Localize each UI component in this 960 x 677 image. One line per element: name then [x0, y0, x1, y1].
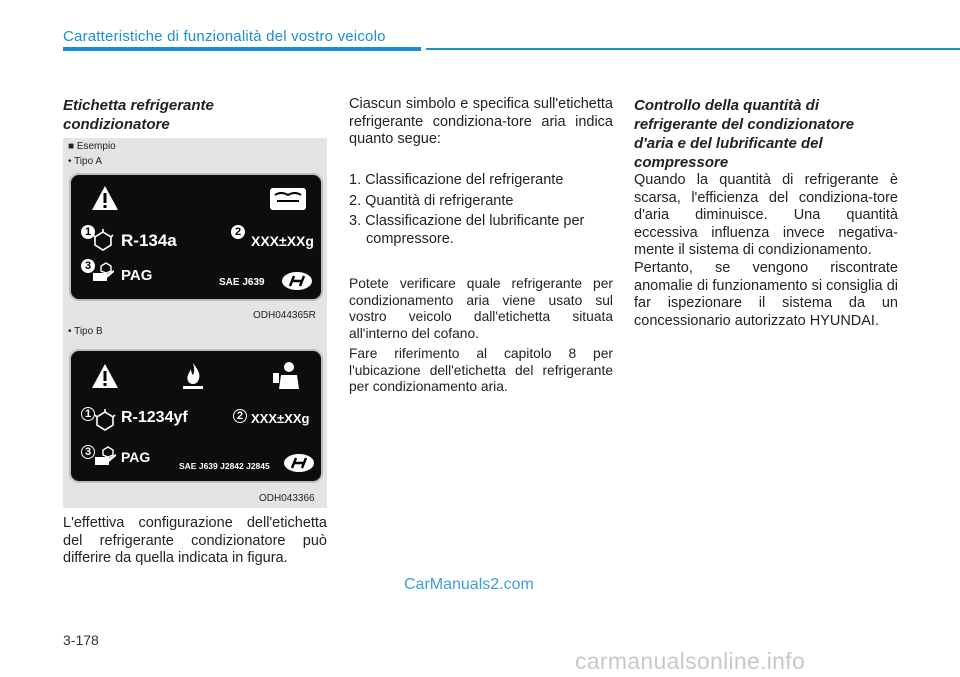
warning-icon	[91, 363, 119, 389]
refrigerant-type: R-134a	[121, 231, 177, 250]
refrigerant-quantity: XXX±XXg	[251, 411, 310, 426]
left-heading-line2: condizionatore	[63, 116, 170, 133]
type-a-label: • Tipo A	[68, 156, 103, 167]
number-2-badge: 2	[233, 409, 247, 423]
list-item: 2. Quantità di refrigerante	[349, 192, 514, 209]
list-item: 3. Classificazione del lubrificante per	[349, 213, 585, 229]
oil-can-icon	[93, 445, 117, 469]
oil-can-icon	[91, 261, 115, 285]
left-heading-line1: Etichetta refrigerante	[63, 97, 214, 114]
hyundai-logo-icon	[281, 271, 313, 291]
list-item: 1. Classificazione del refrigerante	[349, 172, 564, 188]
right-heading-line: Controllo della quantità di	[634, 97, 819, 114]
sae-standard: SAE J639 J2842 J2845	[179, 461, 270, 471]
snowflake-icon	[93, 409, 117, 433]
site-watermark: carmanualsonline.info	[575, 648, 806, 674]
service-technician-icon	[271, 361, 305, 391]
sae-standard: SAE J639	[219, 277, 265, 288]
list-item: compressore.	[366, 230, 454, 247]
right-heading	[634, 96, 898, 172]
snowflake-icon	[91, 229, 115, 253]
page-number: 3-178	[63, 632, 99, 648]
example-label: ■ Esempio	[68, 141, 116, 152]
refrigerant-quantity: XXX±XXg	[251, 233, 314, 249]
warning-icon	[91, 185, 119, 211]
figure-caption: L'effettiva configurazione dell'etichetta del refrigerante condizionatore può differire da quella indicata in figura.	[63, 515, 327, 566]
right-heading-line: compressore	[634, 154, 729, 171]
right-paragraph-2: Pertanto, se vengono riscontrate anomalie di funzionamento si consiglia di far ispezionare il sistema da un concessionario autorizzato HYUNDAI.	[634, 260, 898, 329]
number-2-badge: 2	[231, 225, 245, 239]
lubricant-type: PAG	[121, 267, 153, 284]
type-b-label: • Tipo B	[68, 326, 103, 337]
number-3-badge: 3	[81, 259, 95, 273]
refrigerant-label-a	[69, 173, 323, 301]
manual-book-icon	[269, 185, 307, 213]
section-title: Caratteristiche di funzionalità del vostro veicolo	[63, 28, 386, 45]
header-rule-thin	[426, 48, 960, 50]
number-3-badge: 3	[81, 445, 95, 459]
watermark-link[interactable]: CarManuals2.com	[404, 576, 534, 593]
right-heading-line: refrigerante del condizionatore	[634, 116, 855, 133]
left-heading	[63, 96, 327, 134]
refrigerant-label-b	[69, 349, 323, 483]
label-figure	[63, 138, 327, 508]
right-heading-line: d'aria e del lubrificante del	[634, 135, 823, 152]
refrigerant-type: R-1234yf	[121, 409, 188, 426]
paragraph-3: Fare riferimento al capitolo 8 per l'ubicazione dell'etichetta del refrigerante per condizionamento aria.	[349, 346, 613, 394]
code-b: ODH043366	[259, 493, 315, 504]
number-1-badge: 1	[81, 407, 95, 421]
spec-list	[349, 172, 613, 248]
paragraph-2: Potete verificare quale refrigerante per condizionamento aria viene usato sul vostro veicolo dall'etichetta situata all'interno del cofano.	[349, 276, 613, 341]
lubricant-type: PAG	[121, 449, 151, 465]
code-a: ODH044365R	[253, 310, 316, 321]
hyundai-logo-icon	[283, 453, 315, 473]
header-rule-thick	[63, 47, 421, 51]
intro-paragraph: Ciascun simbolo e specifica sull'etichetta refrigerante condiziona-tore aria indica quanto segue:	[349, 96, 613, 147]
right-paragraph-1: Quando la quantità di refrigerante è scarsa, l'efficienza del condiziona-tore d'aria diminuisce. Una quantità eccessiva influenza invece negativa-mente il sistema di condizionamento.	[634, 172, 898, 258]
flammable-icon	[179, 361, 207, 391]
number-1-badge: 1	[81, 225, 95, 239]
